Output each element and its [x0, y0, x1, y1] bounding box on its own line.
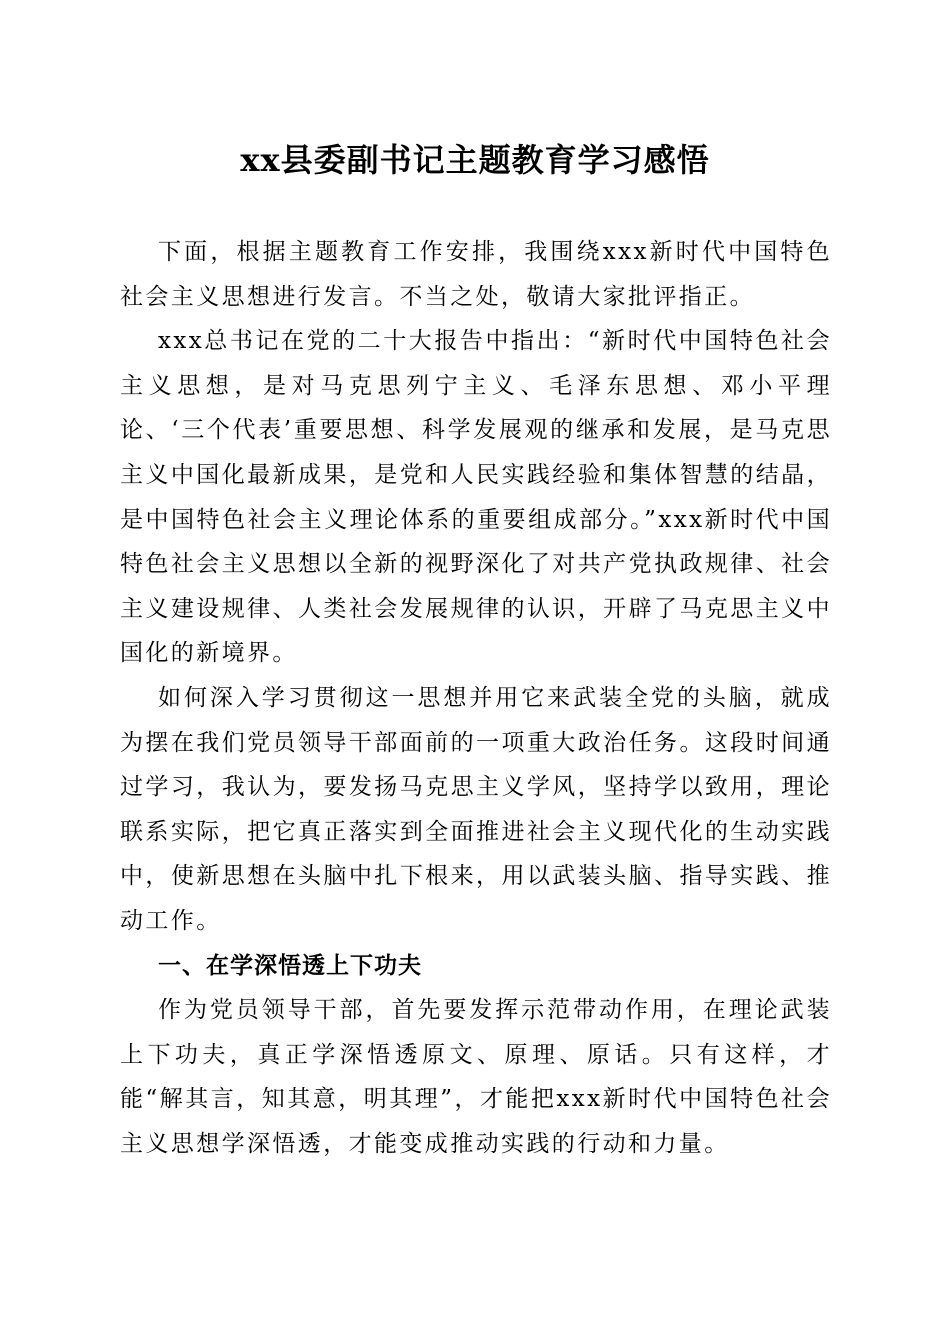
document-title: xx县委副书记主题教育学习感悟: [240, 141, 710, 179]
intro-paragraph: 下面，根据主题教育工作安排，我围绕xxx新时代中国特色社会主义思想进行发言。不当之处，敬请大家批评指正。: [120, 239, 832, 310]
quote-paragraph: xxx总书记在党的二十大报告中指出：“新时代中国特色社会主义思想，是对马克思列宁主义、毛泽东思想、邓小平理论、‘三个代表’重要思想、科学发展观的继承和发展，是马克思主义中国化最新成果，是党和人民实践经验和集体智慧的结晶，是中国特色社会主义理论体系的重要组成部分。”xxx新时代中国特色社会主义思想以全新的视野深化了对共产党执政规律、社会主义建设规律、人类社会发展规律的认识，开辟了马克思主义中国化的新境界。: [120, 328, 832, 667]
task-paragraph: 如何深入学习贯彻这一思想并用它来武装全党的头脑，就成为摆在我们党员领导干部面前的一项重大政治任务。这段时间通过学习，我认为，要发扬马克思主义学风，坚持学以致用，理论联系实际，把它真正落实到全面推进社会主义现代化的生动实践中，使新思想在头脑中扎下根来，用以武装头脑、指导实践、推动工作。: [120, 684, 832, 934]
section-heading: 一、在学深悟透上下功夫: [158, 952, 422, 979]
document-body: [120, 230, 832, 1166]
section-paragraph: 作为党员领导干部，首先要发挥示范带动作用，在理论武装上下功夫，真正学深悟透原文、原理、原话。只有这样，才能“解其言，知其意，明其理”，才能把xxx新时代中国特色社会主义思想学深悟透，才能变成推动实践的行动和力量。: [120, 997, 832, 1157]
